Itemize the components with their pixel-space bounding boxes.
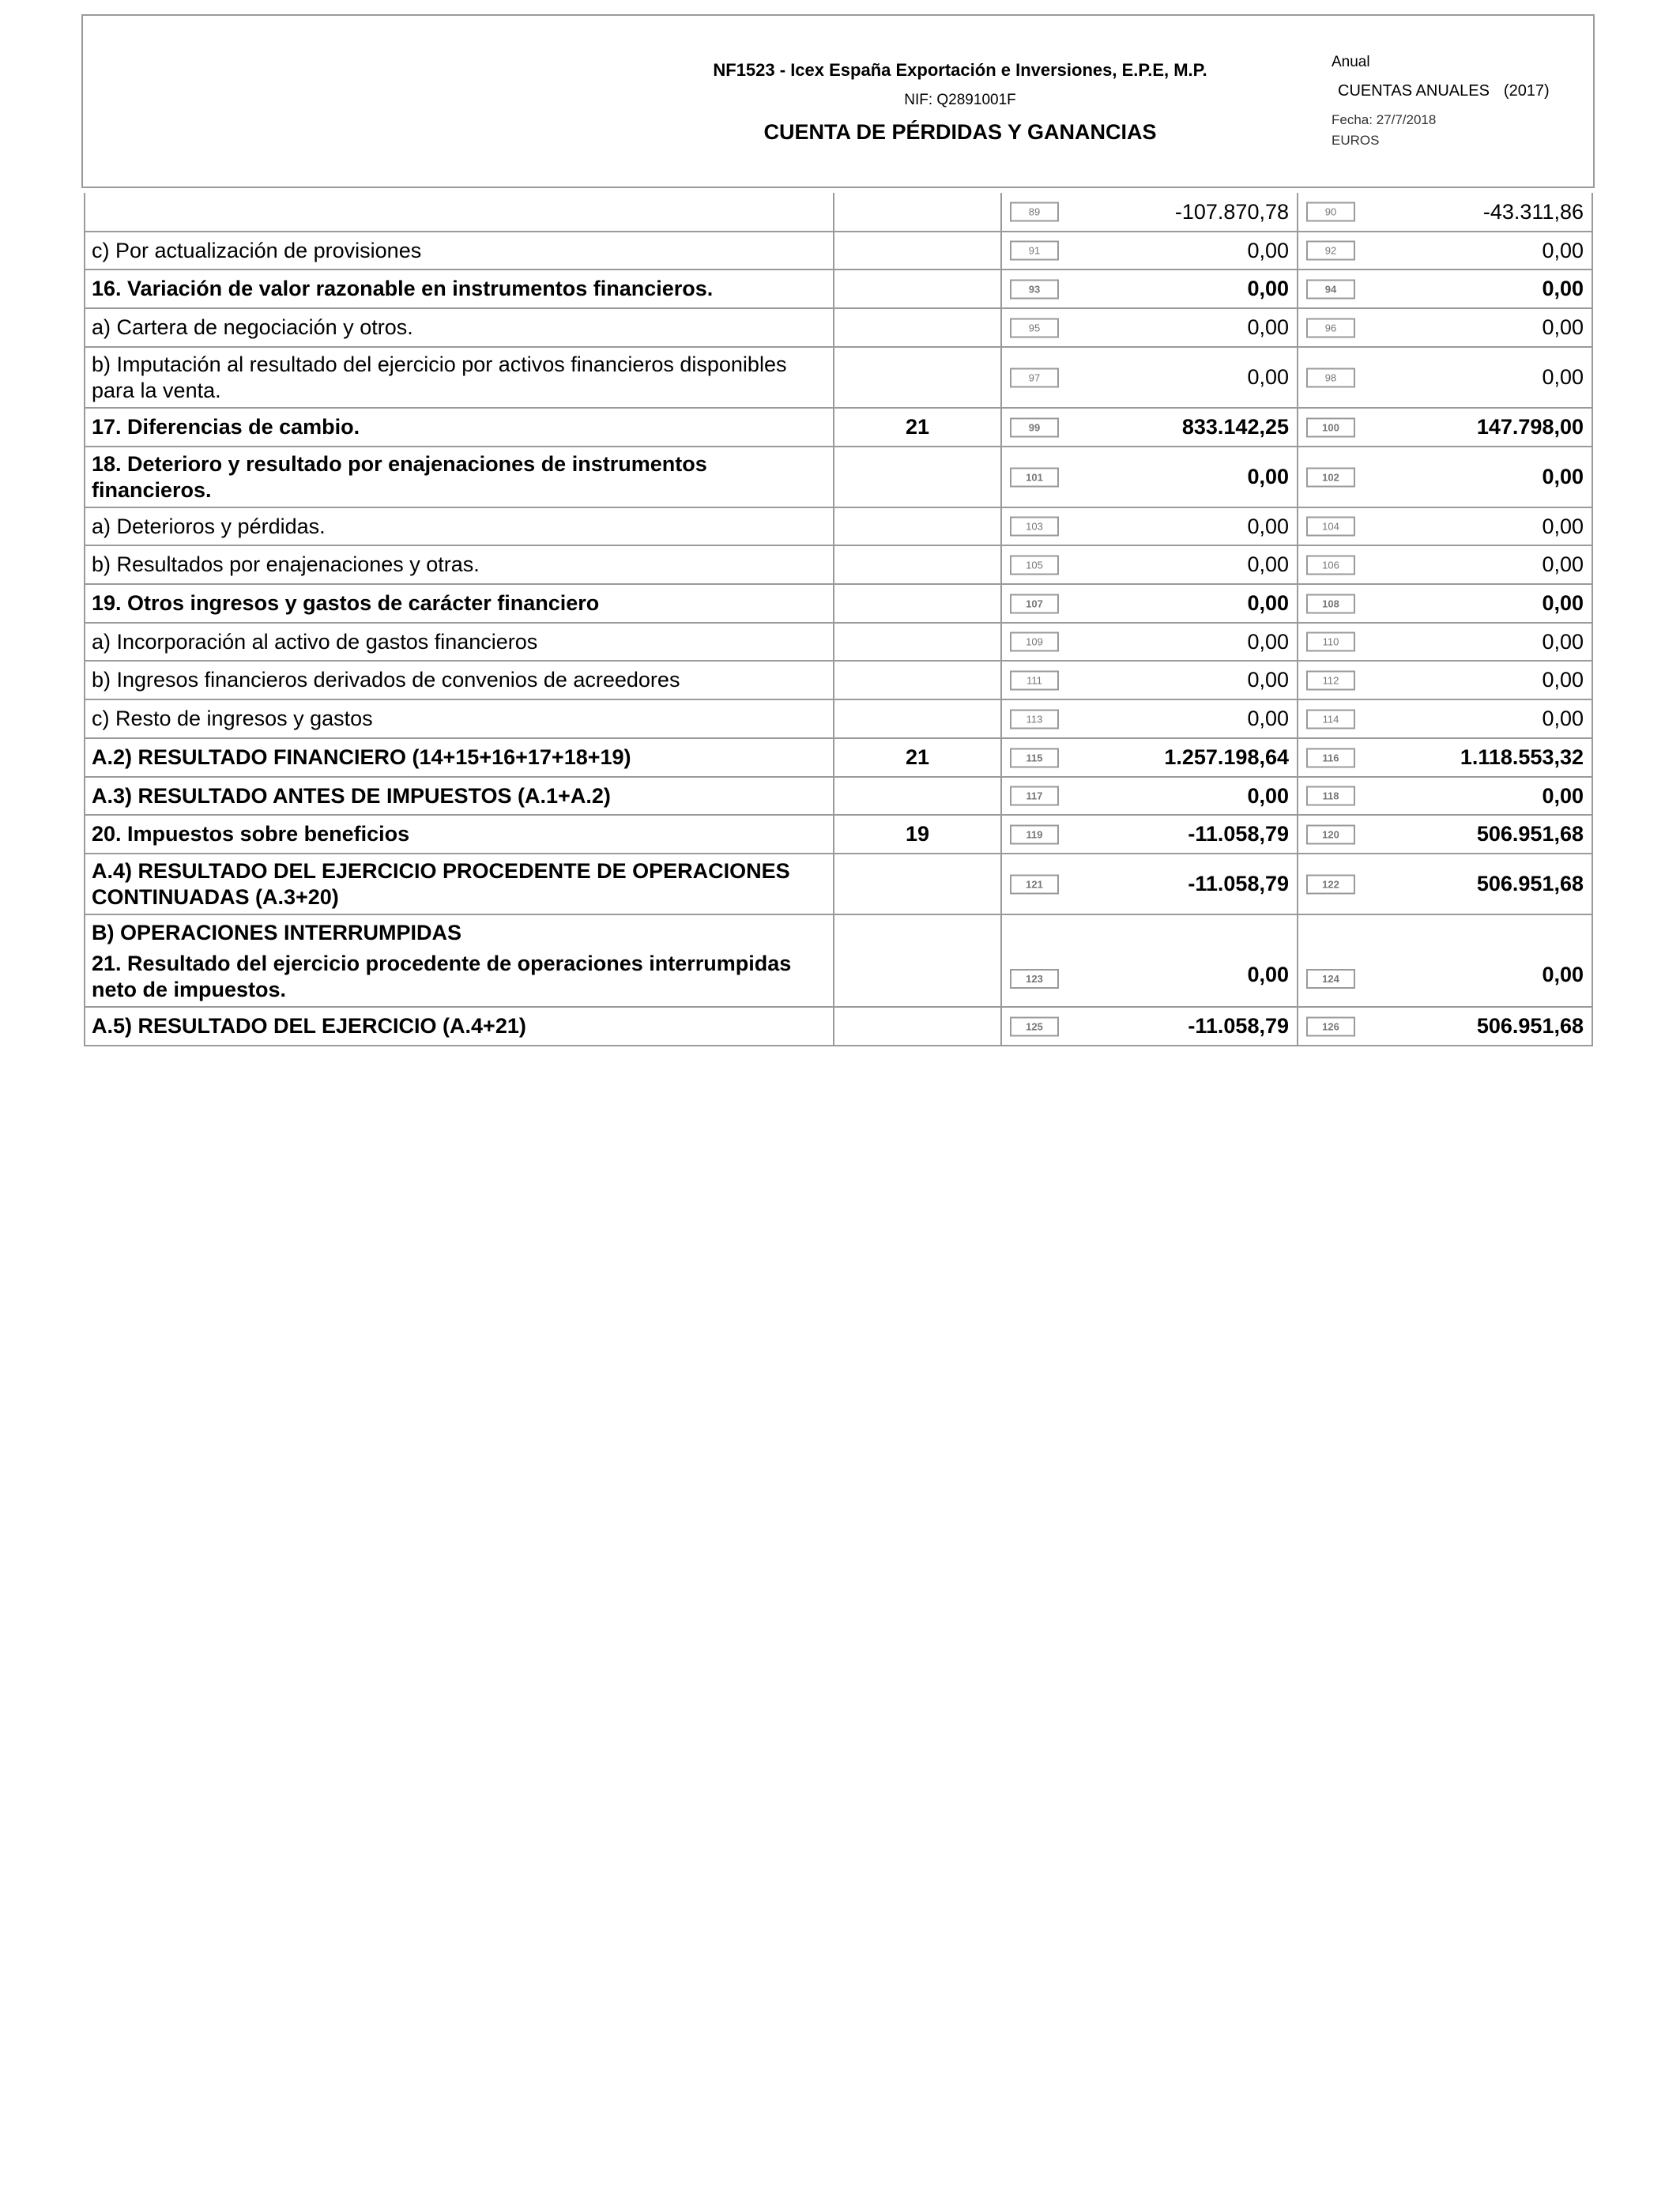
- prior-year-value: 0,00: [1542, 668, 1584, 692]
- prior-year-value: 1.118.553,32: [1460, 745, 1584, 769]
- current-year-value: 0,00: [1247, 315, 1289, 339]
- row-sublabel: 21. Resultado del ejercicio procedente de operaciones interrumpidas neto de impuestos.: [92, 952, 792, 1001]
- current-year-value: 0,00: [1247, 514, 1289, 538]
- prior-year-cell: [1297, 624, 1593, 660]
- page-title: CUENTA DE PÉRDIDAS Y GANANCIAS: [763, 120, 1157, 144]
- row-note: [833, 585, 1000, 622]
- prior-year-value: 0,00: [1542, 591, 1584, 615]
- row-label: 19. Otros ingresos y gastos de carácter financiero: [92, 591, 600, 615]
- current-year-cell: [1000, 662, 1297, 699]
- line-code-box: 97: [1010, 368, 1059, 387]
- accounts-type: [1338, 82, 1550, 100]
- table-row: [84, 508, 1593, 546]
- current-year-cell: [1000, 348, 1297, 407]
- current-year-cell: [1000, 739, 1297, 776]
- line-code-box: 104: [1306, 517, 1355, 537]
- row-note: [833, 309, 1000, 346]
- line-code-box: 93: [1010, 279, 1059, 299]
- prior-year-value: 0,00: [1542, 963, 1584, 986]
- row-label: A.3) RESULTADO ANTES DE IMPUESTOS (A.1+A.2): [92, 783, 611, 808]
- report-header: [81, 14, 1595, 188]
- table-row: [84, 409, 1593, 447]
- row-note: [833, 270, 1000, 307]
- current-year-cell: [1000, 854, 1297, 914]
- prior-year-cell: [1297, 585, 1593, 622]
- company-name: NF1523 - Icex España Exportación e Inversiones, E.P.E, M.P.: [713, 60, 1207, 80]
- line-code-box: 103: [1010, 517, 1059, 537]
- row-label: B) OPERACIONES INTERRUMPIDAS: [92, 921, 462, 944]
- line-code-box: 99: [1010, 417, 1059, 437]
- current-year-cell: [1000, 915, 1297, 1006]
- prior-year-cell: [1297, 348, 1593, 407]
- prior-year-cell: [1297, 915, 1593, 1006]
- table-row: [84, 232, 1593, 270]
- table-row: [84, 739, 1593, 778]
- fiscal-year: (2017): [1503, 82, 1550, 100]
- row-label: 20. Impuestos sobre beneficios: [92, 822, 410, 846]
- row-note: [833, 447, 1000, 507]
- prior-year-cell: [1297, 193, 1593, 231]
- current-year-value: 0,00: [1247, 552, 1289, 576]
- row-note: [833, 193, 1000, 231]
- line-code-box: 95: [1010, 318, 1059, 337]
- line-code-box: 114: [1306, 709, 1355, 729]
- row-label: A.2) RESULTADO FINANCIERO (14+15+16+17+18+19): [92, 745, 631, 769]
- line-code-box: 116: [1306, 748, 1355, 767]
- current-year-value: 0,00: [1247, 963, 1289, 986]
- row-label-cell: [84, 915, 833, 1006]
- row-label: 17. Diferencias de cambio.: [92, 415, 360, 439]
- current-year-value: 833.142,25: [1181, 415, 1289, 439]
- line-code-box: 111: [1010, 670, 1059, 690]
- table-row: [84, 546, 1593, 585]
- prior-year-value: 0,00: [1542, 629, 1584, 654]
- table-row: [84, 662, 1593, 700]
- prior-year-cell: [1297, 270, 1593, 307]
- current-year-cell: [1000, 1008, 1297, 1045]
- row-label-cell: [84, 739, 833, 776]
- prior-year-value: 0,00: [1542, 707, 1584, 730]
- line-code-box: 112: [1306, 670, 1355, 690]
- current-year-cell: [1000, 546, 1297, 583]
- prior-year-cell: [1297, 232, 1593, 269]
- current-year-cell: [1000, 508, 1297, 545]
- row-note: [833, 624, 1000, 660]
- current-year-value: -11.058,79: [1188, 822, 1289, 846]
- row-label: c) Resto de ingresos y gastos: [92, 707, 373, 730]
- row-label: b) Resultados por enajenaciones y otras.: [92, 552, 480, 576]
- row-label-cell: [84, 409, 833, 446]
- line-code-box: 117: [1010, 786, 1059, 806]
- row-note: [833, 508, 1000, 545]
- row-label-cell: [84, 624, 833, 660]
- line-code-box: 121: [1010, 874, 1059, 894]
- current-year-cell: [1000, 778, 1297, 814]
- current-year-value: 0,00: [1247, 707, 1289, 730]
- prior-year-value: 0,00: [1542, 514, 1584, 538]
- prior-year-value: 506.951,68: [1476, 822, 1584, 846]
- table-row: [84, 193, 1593, 232]
- prior-year-value: 0,00: [1542, 365, 1584, 389]
- row-label-cell: [84, 309, 833, 346]
- current-year-cell: [1000, 585, 1297, 622]
- prior-year-value: 506.951,68: [1476, 1014, 1584, 1038]
- row-note: [833, 546, 1000, 583]
- line-code-box: 115: [1010, 748, 1059, 767]
- current-year-cell: [1000, 309, 1297, 346]
- table-row: [84, 585, 1593, 624]
- row-note: [833, 778, 1000, 814]
- line-code-box: 107: [1010, 594, 1059, 613]
- current-year-value: 0,00: [1247, 668, 1289, 692]
- prior-year-cell: [1297, 816, 1593, 853]
- table-row: [84, 778, 1593, 816]
- line-code-box: 96: [1306, 318, 1355, 337]
- row-label: a) Deterioros y pérdidas.: [92, 514, 326, 538]
- table-row: [84, 700, 1593, 739]
- current-year-cell: [1000, 409, 1297, 446]
- line-code-box: 98: [1306, 368, 1355, 387]
- row-label-cell: [84, 854, 833, 914]
- prior-year-cell: [1297, 546, 1593, 583]
- table-row: [84, 915, 1593, 1008]
- line-code-box: 91: [1010, 241, 1059, 261]
- row-label-cell: [84, 232, 833, 269]
- line-code-box: 106: [1306, 555, 1355, 575]
- row-note: 19: [833, 816, 1000, 853]
- line-code-box: 100: [1306, 417, 1355, 437]
- prior-year-value: 0,00: [1542, 783, 1584, 808]
- prior-year-cell: [1297, 409, 1593, 446]
- prior-year-value: 0,00: [1542, 238, 1584, 262]
- line-code-box: 109: [1010, 632, 1059, 652]
- current-year-value: 0,00: [1247, 465, 1289, 488]
- prior-year-cell: [1297, 854, 1593, 914]
- line-code-box: 105: [1010, 555, 1059, 575]
- row-label: 16. Variación de valor razonable en instrumentos financieros.: [92, 277, 714, 300]
- row-label: a) Incorporación al activo de gastos financieros: [92, 629, 538, 654]
- currency-label: EUROS: [1332, 133, 1380, 148]
- line-code-box: 123: [1010, 969, 1059, 989]
- table-row: [84, 447, 1593, 508]
- current-year-cell: [1000, 193, 1297, 231]
- row-label-cell: [84, 447, 833, 507]
- current-year-cell: [1000, 816, 1297, 853]
- row-note: [833, 700, 1000, 737]
- row-label: c) Por actualización de provisiones: [92, 238, 422, 262]
- prior-year-cell: [1297, 1008, 1593, 1045]
- current-year-value: 0,00: [1247, 783, 1289, 808]
- row-label-cell: [84, 1008, 833, 1045]
- line-code-box: 108: [1306, 594, 1355, 613]
- row-note: [833, 662, 1000, 699]
- row-note: 21: [833, 409, 1000, 446]
- current-year-value: 1.257.198,64: [1164, 745, 1289, 769]
- row-note: [833, 1008, 1000, 1045]
- accounts-label: CUENTAS ANUALES: [1338, 82, 1490, 100]
- prior-year-value: 0,00: [1542, 315, 1584, 339]
- current-year-cell: [1000, 447, 1297, 507]
- row-note: 21: [833, 739, 1000, 776]
- line-code-box: 119: [1010, 824, 1059, 844]
- table-row: [84, 624, 1593, 662]
- current-year-value: 0,00: [1247, 277, 1289, 300]
- row-note: [833, 232, 1000, 269]
- period-type: Anual: [1332, 54, 1370, 70]
- line-code-box: 118: [1306, 786, 1355, 806]
- profit-loss-table: [84, 193, 1593, 1046]
- row-label-cell: [84, 193, 833, 231]
- prior-year-cell: [1297, 662, 1593, 699]
- prior-year-value: 506.951,68: [1476, 872, 1584, 895]
- current-year-cell: [1000, 270, 1297, 307]
- line-code-box: 92: [1306, 241, 1355, 261]
- current-year-value: -107.870,78: [1174, 199, 1289, 224]
- prior-year-cell: [1297, 508, 1593, 545]
- current-year-value: 0,00: [1247, 629, 1289, 654]
- line-code-box: 122: [1306, 874, 1355, 894]
- row-label-cell: [84, 546, 833, 583]
- prior-year-value: 147.798,00: [1476, 415, 1584, 439]
- line-code-box: 102: [1306, 467, 1355, 487]
- row-label: a) Cartera de negociación y otros.: [92, 315, 413, 339]
- prior-year-cell: [1297, 778, 1593, 814]
- row-label: A.5) RESULTADO DEL EJERCICIO (A.4+21): [92, 1014, 526, 1038]
- row-note: [833, 348, 1000, 407]
- row-label: A.4) RESULTADO DEL EJERCICIO PROCEDENTE DE OPERACIONES CONTINUADAS (A.3+20): [92, 858, 790, 909]
- row-label: b) Imputación al resultado del ejercicio por activos financieros disponibles para la venta.: [92, 352, 787, 402]
- prior-year-value: 0,00: [1542, 277, 1584, 300]
- prior-year-cell: [1297, 700, 1593, 737]
- prior-year-value: 0,00: [1542, 552, 1584, 576]
- prior-year-cell: [1297, 309, 1593, 346]
- line-code-box: 113: [1010, 709, 1059, 729]
- line-code-box: 89: [1010, 202, 1059, 222]
- row-label-cell: [84, 348, 833, 407]
- row-note: [833, 854, 1000, 914]
- row-label-cell: [84, 270, 833, 307]
- table-row: [84, 854, 1593, 915]
- current-year-value: -11.058,79: [1188, 872, 1289, 895]
- prior-year-cell: [1297, 739, 1593, 776]
- row-label-cell: [84, 585, 833, 622]
- row-label-cell: [84, 816, 833, 853]
- line-code-box: 101: [1010, 467, 1059, 487]
- line-code-box: 124: [1306, 969, 1355, 989]
- current-year-value: 0,00: [1247, 238, 1289, 262]
- row-label: b) Ingresos financieros derivados de convenios de acreedores: [92, 668, 680, 692]
- current-year-value: 0,00: [1247, 365, 1289, 389]
- line-code-box: 90: [1306, 202, 1355, 222]
- row-note: [833, 915, 1000, 1006]
- company-nif: NIF: Q2891001F: [904, 92, 1016, 108]
- table-row: [84, 309, 1593, 348]
- prior-year-value: 0,00: [1542, 465, 1584, 488]
- table-row: [84, 816, 1593, 854]
- current-year-value: 0,00: [1247, 591, 1289, 615]
- report-date: Fecha: 27/7/2018: [1332, 112, 1437, 127]
- row-label: 18. Deterioro y resultado por enajenaciones de instrumentos financieros.: [92, 451, 707, 502]
- line-code-box: 125: [1010, 1016, 1059, 1036]
- row-label-cell: [84, 778, 833, 814]
- line-code-box: 110: [1306, 632, 1355, 652]
- row-label-cell: [84, 662, 833, 699]
- current-year-cell: [1000, 624, 1297, 660]
- prior-year-value: -43.311,86: [1482, 199, 1584, 224]
- current-year-value: -11.058,79: [1188, 1014, 1289, 1038]
- line-code-box: 120: [1306, 824, 1355, 844]
- current-year-cell: [1000, 700, 1297, 737]
- line-code-box: 126: [1306, 1016, 1355, 1036]
- table-row: [84, 270, 1593, 309]
- table-row: [84, 1008, 1593, 1046]
- line-code-box: 94: [1306, 279, 1355, 299]
- row-label-cell: [84, 700, 833, 737]
- prior-year-cell: [1297, 447, 1593, 507]
- row-label-cell: [84, 508, 833, 545]
- current-year-cell: [1000, 232, 1297, 269]
- table-row: [84, 348, 1593, 409]
